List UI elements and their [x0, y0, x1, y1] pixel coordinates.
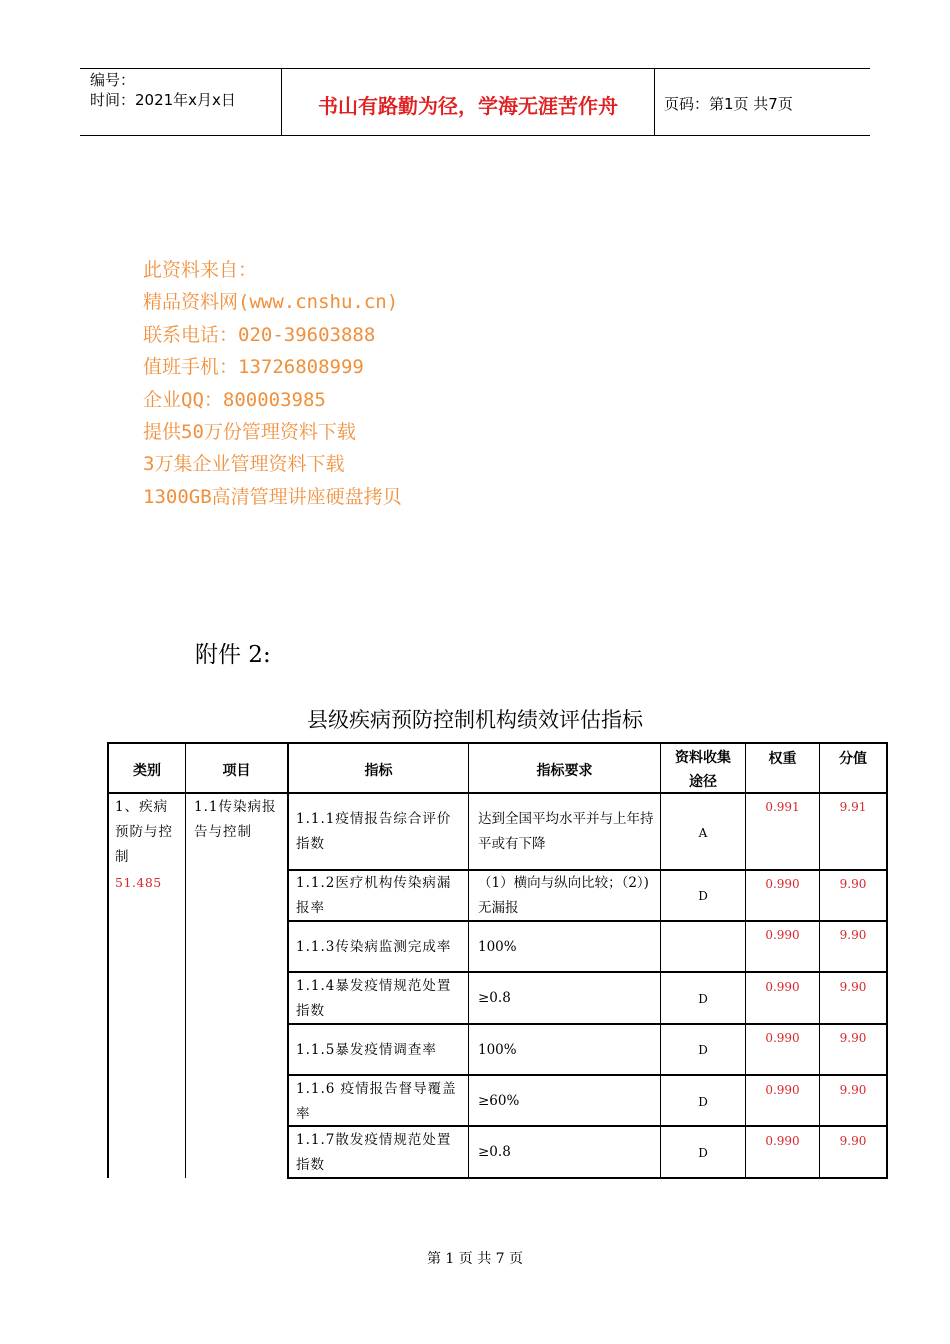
source-cell: D: [698, 1095, 708, 1109]
requirement-cell: ≥60%: [478, 1093, 520, 1109]
indicator-cell: 1.1.6 疫情报告督导覆盖率: [296, 1081, 457, 1122]
category-score: 51.485: [115, 875, 162, 890]
weight-cell: 0.990: [765, 1031, 800, 1045]
requirement-cell: ≥0.8: [478, 990, 511, 1006]
source-cell: A: [698, 826, 708, 840]
header-motto: 书山有路勤为径，学海无涯苦作舟: [318, 94, 618, 118]
source-cell: D: [698, 889, 708, 903]
ad-line: 精品资料网(www.cnshu.cn): [143, 291, 399, 314]
col-header-source: 资料收集途径: [675, 750, 731, 790]
requirement-cell: 100%: [478, 1042, 517, 1058]
weight-cell: 0.991: [765, 800, 800, 814]
weight-cell: 0.990: [765, 980, 800, 994]
source-cell: D: [698, 992, 708, 1006]
ad-line: 此资料来自：: [143, 259, 258, 281]
ad-line: 提供50万份管理资料下载: [143, 421, 356, 444]
indicator-cell: 1.1.2医疗机构传染病漏报率: [296, 875, 452, 916]
score-cell: 9.90: [839, 877, 867, 891]
score-cell: 9.90: [839, 1134, 867, 1148]
ad-line: 值班手机：13726808999: [143, 356, 364, 379]
indicator-cell: 1.1.3传染病监测完成率: [296, 939, 452, 955]
requirement-cell: ≥0.8: [478, 1144, 511, 1160]
score-cell: 9.90: [839, 928, 867, 942]
header-bottom-rule: [80, 135, 870, 136]
ad-line: 企业QQ：800003985: [143, 388, 326, 411]
page-footer: 第 1 页 共 7 页: [426, 1251, 524, 1267]
document-title: 县级疾病预防控制机构绩效评估指标: [307, 708, 643, 732]
source-cell: D: [698, 1146, 708, 1160]
ad-block: [143, 254, 402, 513]
score-cell: 9.91: [839, 800, 867, 814]
col-header-requirement: 指标要求: [536, 763, 593, 779]
requirement-cell: （1）横向与纵向比较；（2）)无漏报: [478, 875, 649, 916]
source-cell: D: [698, 1043, 708, 1057]
score-cell: 9.90: [839, 1083, 867, 1097]
ad-line: 3万集企业管理资料下载: [143, 453, 345, 476]
weight-cell: 0.990: [765, 928, 800, 942]
requirement-cell: 100%: [478, 939, 517, 955]
header-meta: [90, 70, 236, 110]
attachment-label: 附件 2:: [195, 642, 271, 668]
score-cell: 9.90: [839, 980, 867, 994]
time-label: 时间：2021年x月x日: [90, 91, 236, 109]
indicator-cell: 1.1.1疫情报告综合评价指数: [296, 811, 452, 852]
ad-line: 1300GB高清管理讲座硬盘拷贝: [143, 485, 402, 508]
score-cell: 9.90: [839, 1031, 867, 1045]
weight-cell: 0.990: [765, 877, 800, 891]
requirement-cell: 达到全国平均水平并与上年持平或有下降: [478, 811, 654, 852]
indicator-cell: 1.1.4暴发疫情规范处置指数: [296, 978, 452, 1019]
header-divider: [281, 68, 282, 136]
indicator-cell: 1.1.5暴发疫情调查率: [296, 1042, 437, 1058]
number-label: 编号：: [90, 71, 136, 89]
indicator-cell: 1.1.7散发疫情规范处置指数: [296, 1132, 452, 1173]
header-page-info: 页码：第1页 共7页: [664, 95, 793, 113]
col-header-project: 项目: [222, 763, 251, 779]
category-text: 1、疾病预防与控制: [115, 799, 173, 865]
col-header-weight: 权重: [768, 751, 797, 767]
col-header-category: 类别: [133, 763, 161, 779]
header-top-rule: [80, 68, 870, 69]
ad-line: 联系电话：020-39603888: [143, 323, 376, 346]
weight-cell: 0.990: [765, 1083, 800, 1097]
col-header-indicator: 指标: [364, 763, 393, 779]
header-divider: [654, 68, 655, 136]
weight-cell: 0.990: [765, 1134, 800, 1148]
col-header-score: 分值: [839, 751, 867, 767]
project-text: 1.1传染病报告与控制: [194, 799, 277, 840]
